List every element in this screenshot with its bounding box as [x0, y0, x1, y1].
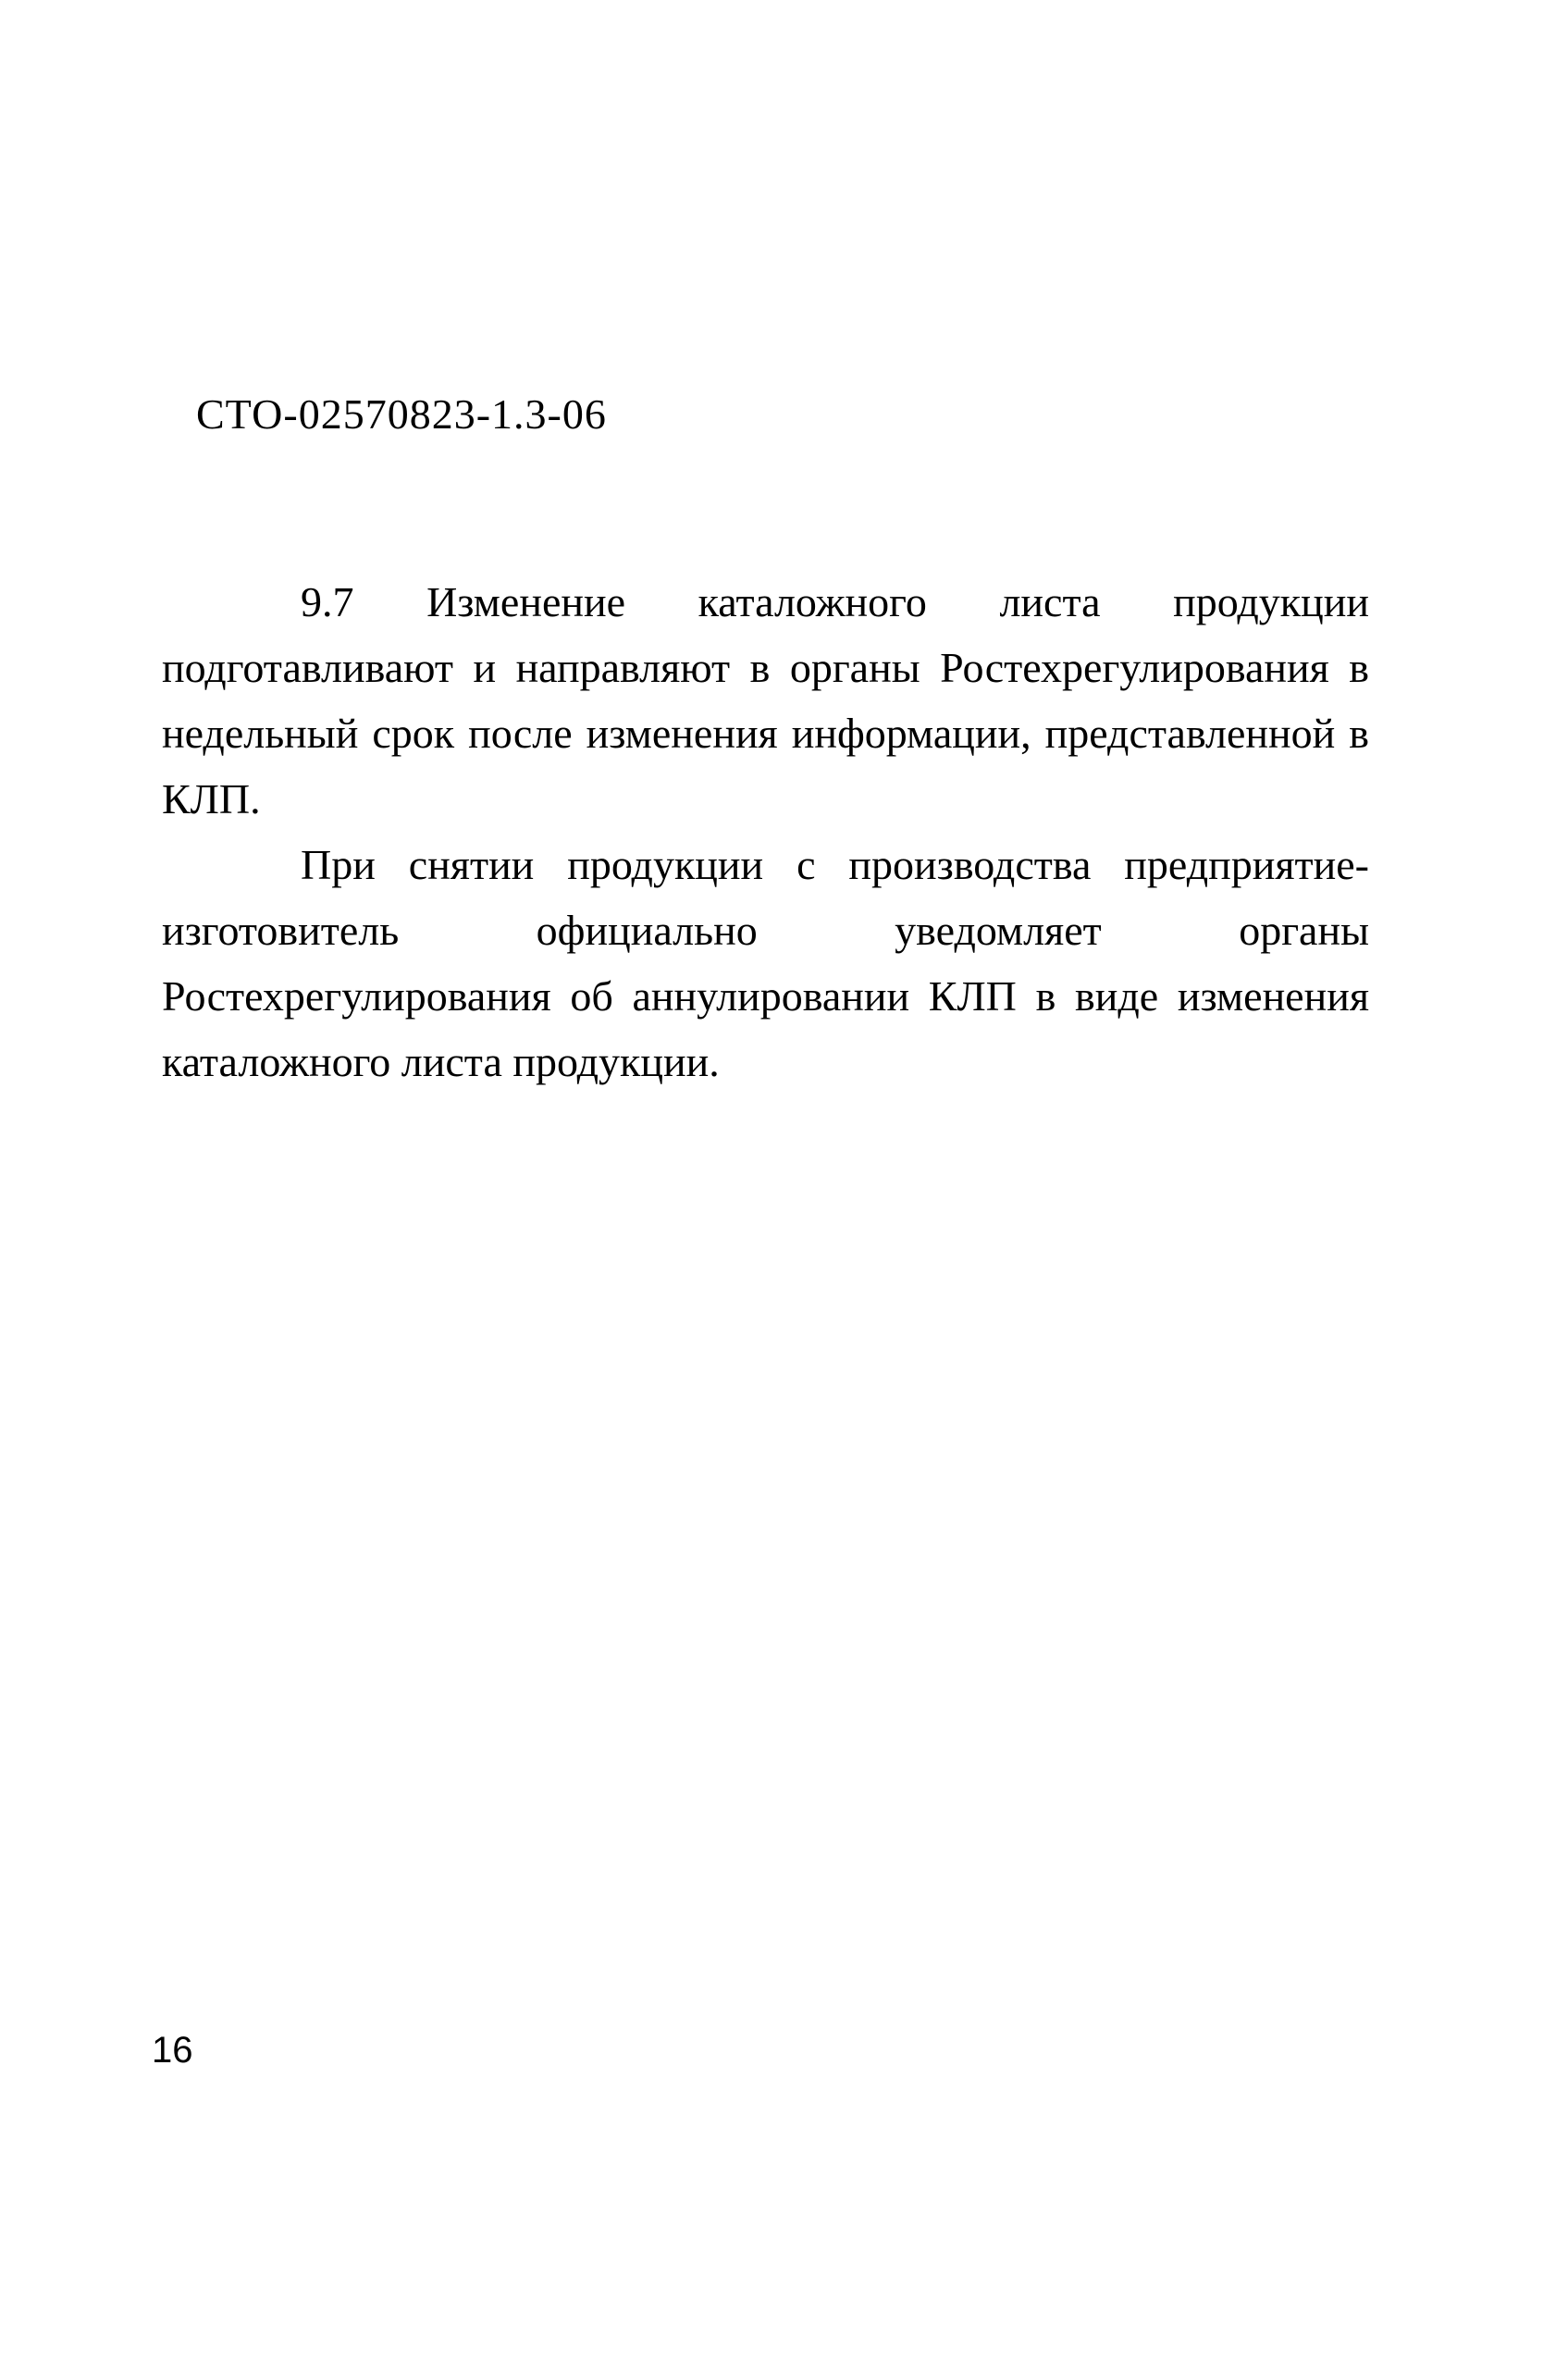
paragraph-9-7: 9.7 Изменение каталожного листа продукции подготавливают и направляют в органы Ростехрегулирования в недельный срок после изменения информации, представленной в КЛП. — [162, 578, 1369, 822]
document-body — [162, 569, 1369, 1094]
paragraph-withdrawal: При снятии продукции с производства предприятие-изготовитель официально уведомляет органы Ростехрегулирования об аннулировании КЛП в виде изменения каталожного листа продукции. — [162, 841, 1369, 1085]
document-code: СТО-02570823-1.3-06 — [196, 390, 607, 438]
page-number: 16 — [152, 2030, 193, 2071]
